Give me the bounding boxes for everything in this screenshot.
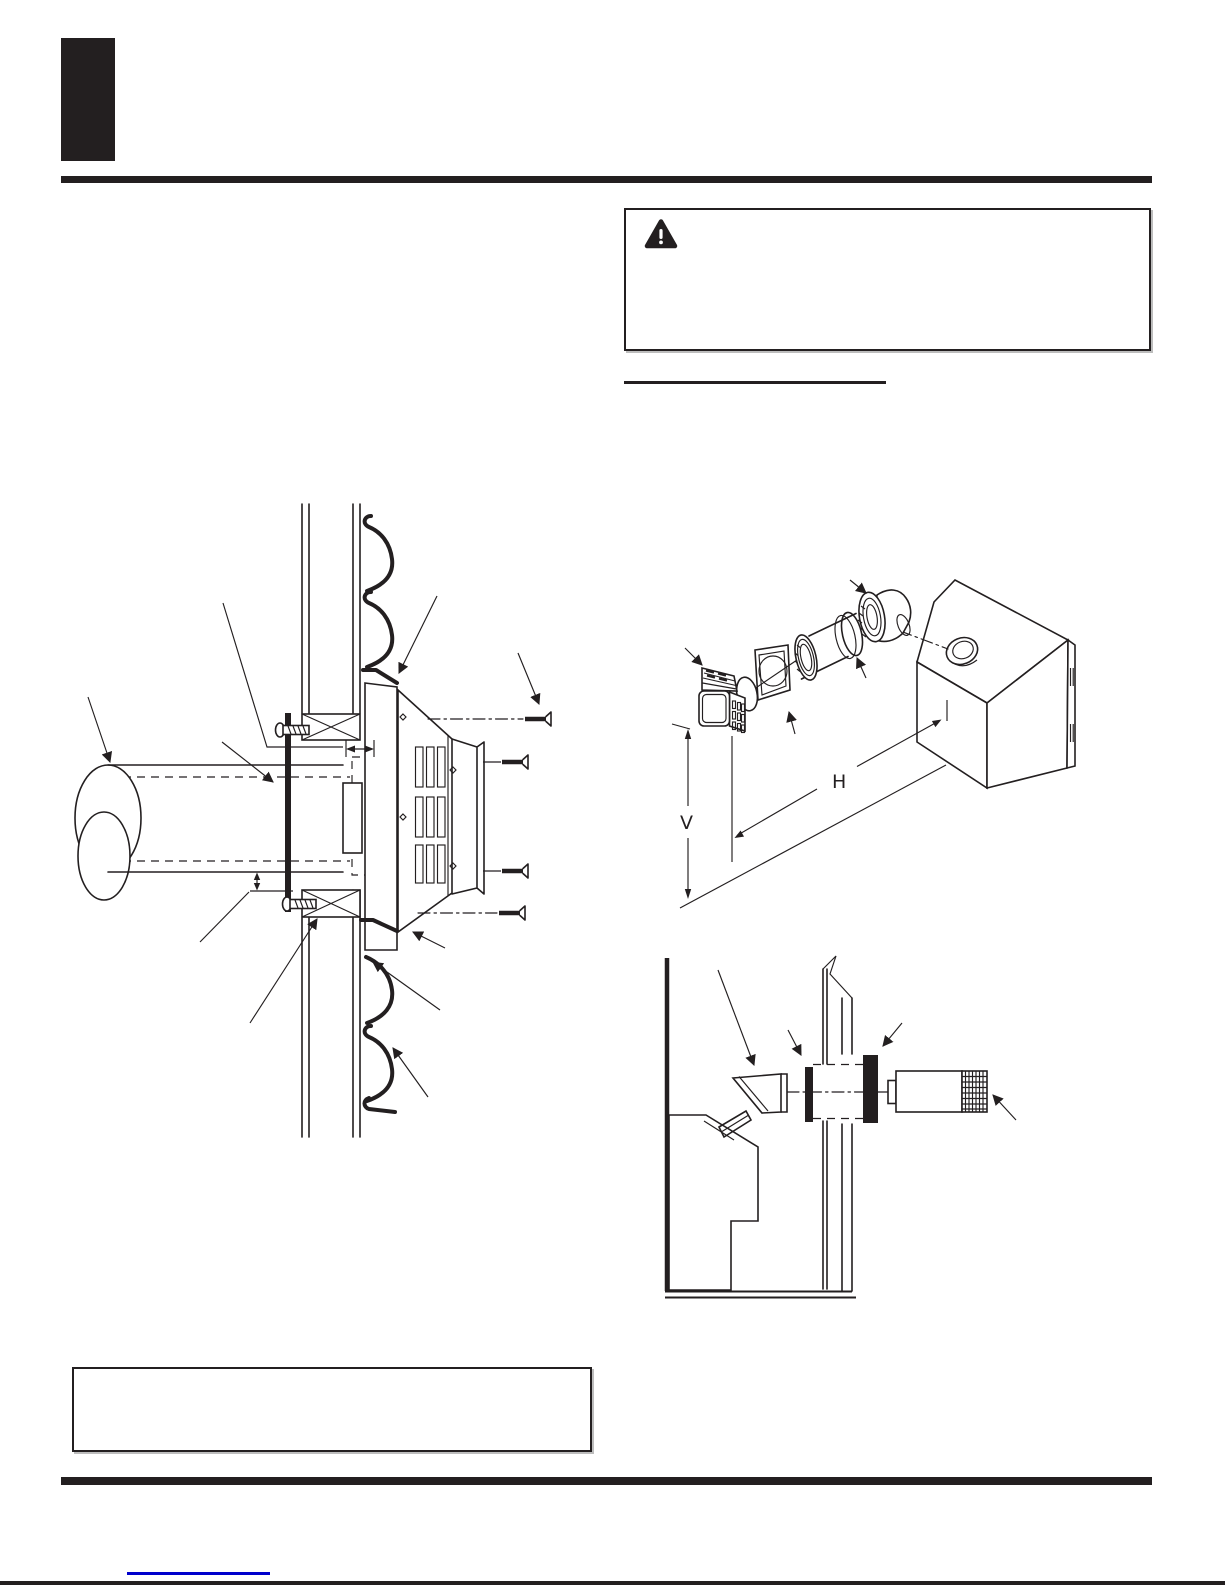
cap-louvers [416, 747, 446, 883]
vent-pipe-section [791, 610, 866, 682]
horizontal-termination-diagram [650, 940, 1050, 1310]
vent-elbow [733, 1074, 787, 1113]
page-bottom-edge [0, 1581, 1225, 1585]
cap-backing-plate [365, 683, 397, 950]
interior-firestop-plate [805, 1067, 813, 1122]
footer-link[interactable] [127, 1572, 270, 1575]
screw [525, 712, 551, 726]
vent-cap [365, 683, 484, 950]
horizontal-dimension [680, 720, 946, 909]
framed-opening-header [302, 714, 360, 740]
floor-line [665, 1292, 856, 1298]
top-flashing [363, 670, 397, 683]
v-dim-label: V [680, 812, 693, 834]
screw [502, 755, 528, 769]
vent-pipe [75, 757, 394, 900]
louvered-vent-cap [699, 668, 760, 733]
vent-elbow [855, 590, 912, 644]
interior-collar-plate [285, 713, 291, 912]
screw [502, 864, 528, 878]
siding-courses-above [363, 516, 397, 683]
terminal-screen [962, 1071, 987, 1112]
vertical-dimension [672, 724, 693, 899]
wall-penetration-diagram [60, 480, 620, 1160]
note-box [72, 1367, 592, 1452]
footer-rule [61, 1477, 1152, 1485]
screw [499, 906, 525, 920]
fireplace-profile [669, 1111, 758, 1290]
header-rule [61, 176, 1152, 183]
cap-hood [452, 739, 484, 894]
exterior-wall [813, 956, 863, 1291]
callout-leaders [88, 596, 539, 1097]
vent-terminal [888, 1071, 987, 1112]
clearance-gap-dimension [200, 873, 293, 943]
warning-box [624, 208, 1151, 351]
fireplace-unit [917, 580, 1075, 788]
exploded-vent-kit-diagram [650, 560, 1190, 960]
section-heading-underline [624, 381, 886, 384]
lag-bolt-bottom [283, 897, 317, 911]
page-number-tab [61, 38, 115, 161]
warning-triangle-icon [644, 219, 678, 250]
h-dim-label: H [832, 771, 847, 793]
lag-bolt-top [276, 723, 310, 737]
exterior-firestop-plate [863, 1055, 878, 1123]
